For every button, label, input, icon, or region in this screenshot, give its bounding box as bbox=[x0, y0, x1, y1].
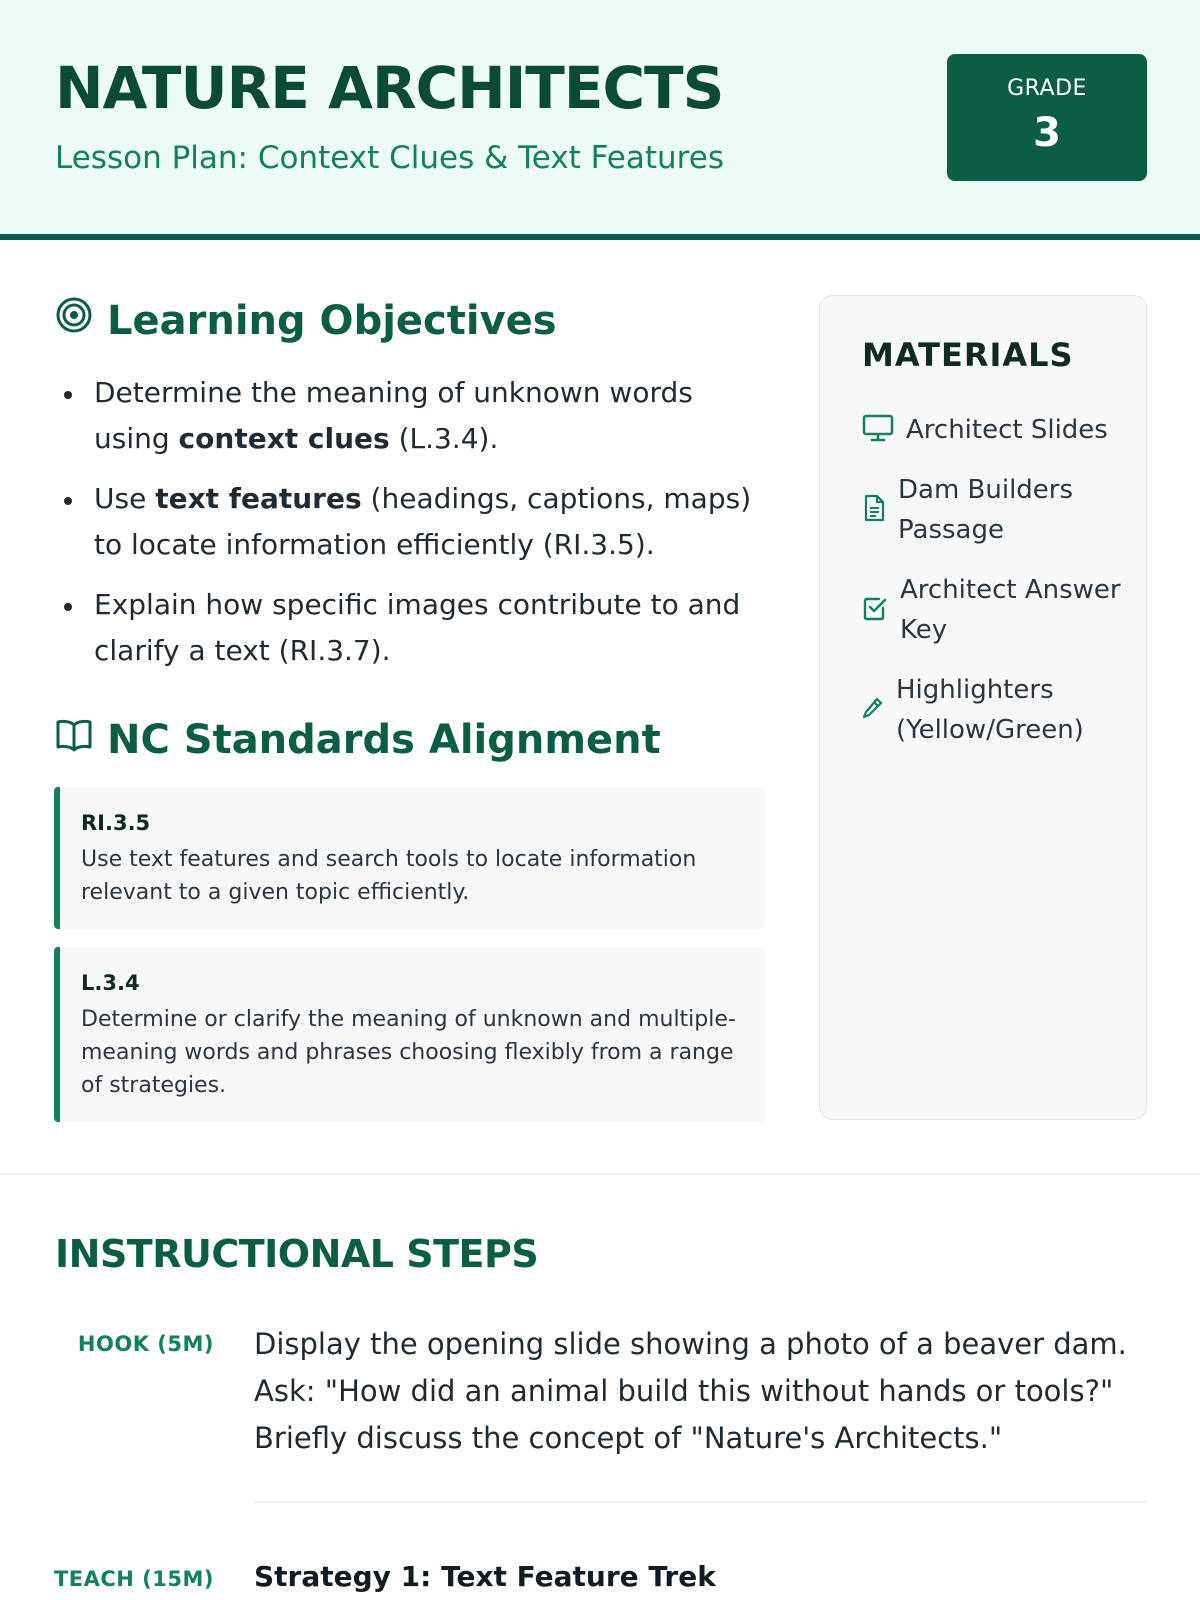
standard-code: RI.3.5 bbox=[81, 811, 151, 835]
standard-code: L.3.4 bbox=[81, 971, 140, 995]
pencil-icon bbox=[862, 696, 884, 724]
standards-heading bbox=[55, 716, 661, 764]
page-subtitle: Lesson Plan: Context Clues & Text Features bbox=[55, 140, 724, 176]
step-label-hook: HOOK (5M) bbox=[77, 1332, 214, 1356]
material-label: Dam Builders Passage bbox=[898, 475, 1074, 545]
objectives-title: Learning Objectives bbox=[107, 297, 557, 344]
section-divider bbox=[0, 1173, 1200, 1175]
material-label: Architect Slides bbox=[906, 415, 1108, 445]
grade-badge bbox=[947, 54, 1147, 181]
material-item bbox=[862, 410, 1132, 450]
material-item bbox=[862, 670, 1132, 750]
materials-panel bbox=[819, 295, 1147, 1120]
target-icon bbox=[55, 296, 107, 345]
standard-text: Determine or clarify the meaning of unknown and multiple-meaning words and phrases choosing flexibly from a range of strategies. bbox=[81, 1007, 736, 1098]
grade-label: GRADE bbox=[1007, 76, 1087, 101]
checkbox-icon bbox=[862, 595, 888, 625]
step-heading-teach: Strategy 1: Text Feature Trek bbox=[254, 1560, 716, 1593]
material-item bbox=[862, 570, 1132, 650]
monitor-icon bbox=[862, 413, 894, 447]
list-item: Explain how specific images contribute to and clarify a text (RI.3.7). bbox=[60, 582, 760, 674]
list-item: Use text features (headings, captions, maps) to locate information efficiently (RI.3.5). bbox=[60, 476, 760, 568]
document-icon bbox=[862, 494, 886, 526]
step-label-teach: TEACH (15M) bbox=[53, 1567, 214, 1591]
grade-value: 3 bbox=[1033, 110, 1061, 156]
material-label: Highlighters (Yellow/Green) bbox=[896, 675, 1084, 745]
objectives-list bbox=[60, 370, 760, 688]
step-text-hook: Display the opening slide showing a photo of a beaver dam. Ask: "How did an animal build this without hands or tools?" Briefly discuss the concept of "Nature's Architects." bbox=[254, 1327, 1127, 1455]
standards-title: NC Standards Alignment bbox=[107, 717, 661, 763]
standard-card-l-3-4 bbox=[54, 947, 765, 1122]
step-divider bbox=[254, 1501, 1147, 1503]
materials-title: MATERIALS bbox=[862, 336, 1074, 374]
standard-text: Use text features and search tools to locate information relevant to a given topic efficiently. bbox=[81, 847, 697, 905]
material-label: Architect Answer Key bbox=[900, 575, 1121, 645]
standard-card-ri-3-5 bbox=[54, 787, 765, 929]
list-item: Determine the meaning of unknown words using context clues (L.3.4). bbox=[60, 370, 760, 462]
material-item bbox=[862, 470, 1132, 550]
lesson-header bbox=[0, 0, 1200, 240]
objectives-heading bbox=[55, 296, 557, 345]
open-book-icon bbox=[55, 716, 107, 764]
page-title: NATURE ARCHITECTS bbox=[55, 54, 724, 122]
steps-title: INSTRUCTIONAL STEPS bbox=[55, 1232, 539, 1276]
